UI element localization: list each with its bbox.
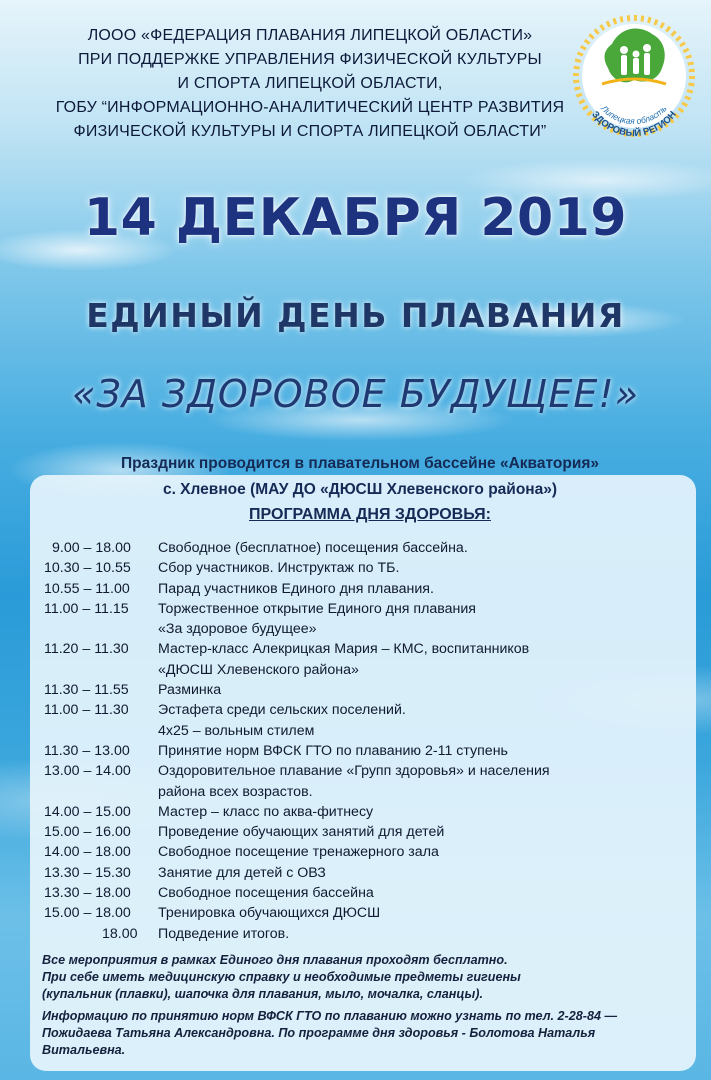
schedule-row (44, 822, 684, 842)
schedule-desc: Мастер-класс Алекрицкая Мария – КМС, воспитанников «ДЮСШ Хлевенского района» (158, 641, 530, 678)
organizers-header (30, 24, 590, 144)
schedule-row (44, 842, 684, 862)
schedule-desc: Тренировка обучающихся ДЮСШ (158, 905, 381, 922)
schedule-time: 9.00 – 18.00 (52, 540, 131, 556)
schedule-row (44, 639, 684, 680)
schedule-desc: Торжественное открытие Единого дня плавания «За здоровое будущее» (158, 600, 476, 638)
venue-line: с. Хлевное (МАУ ДО «ДЮСШ Хлевенского района») (162, 481, 558, 498)
event-title: ЕДИНЫЙ ДЕНЬ ПЛАВАНИЯ (86, 296, 625, 335)
schedule-desc: Разминка (158, 682, 222, 699)
schedule-row (44, 680, 684, 700)
schedule-row (44, 579, 684, 599)
schedule-row (44, 538, 684, 558)
schedule-time: 15.00 – 18.00 (44, 905, 131, 922)
schedule-row (44, 741, 684, 761)
schedule-time: 11.30 – 11.55 (44, 682, 129, 699)
free-entry-note: Все мероприятия в рамках Единого дня плавания проходят бесплатно. При себе иметь медицинскую справку и необходимые предметы гигиены (купальник (плавки), шапочка для плавания, мыло, мочалка, сланцы). (42, 953, 521, 1001)
program-schedule (44, 538, 684, 944)
schedule-desc: Подведение итогов. (158, 925, 290, 942)
venue-info (40, 451, 680, 503)
schedule-desc: Свободное (бесплатное) посещения бассейна. (158, 540, 468, 556)
schedule-row (44, 863, 684, 883)
schedule-desc: Эстафета среди сельских поселений. 4х25 – вольным стилем (158, 702, 406, 739)
healthy-region-logo (572, 14, 696, 138)
organizer-line: ФИЗИЧЕСКОЙ КУЛЬТУРЫ И СПОРТА ЛИПЕЦКОЙ ОБЛАСТИ” (73, 123, 547, 140)
schedule-desc: Занятие для детей с ОВЗ (158, 864, 326, 881)
schedule-time: 14.00 – 15.00 (44, 803, 131, 820)
schedule-time: 13.30 – 15.30 (44, 864, 131, 881)
schedule-desc: Парад участников Единого дня плавания. (158, 580, 434, 597)
venue-line: Праздник проводится в плавательном бассейне «Акватория» (120, 455, 600, 472)
schedule-desc: Свободное посещение тренажерного зала (158, 844, 439, 861)
schedule-desc: Принятие норм ВФСК ГТО по плаванию 2-11 ступень (158, 742, 508, 759)
logo-slogan-text: ЗДОРОВЫЙ РЕГИОН (589, 109, 679, 138)
schedule-time: 13.30 – 18.00 (44, 885, 131, 902)
schedule-row (44, 558, 684, 578)
schedule-desc: Свободное посещения бассейна (158, 885, 374, 902)
organizer-line: ПРИ ПОДДЕРЖКЕ УПРАВЛЕНИЯ ФИЗИЧЕСКОЙ КУЛЬТУРЫ (78, 51, 542, 68)
schedule-time: 11.20 – 11.30 (44, 641, 129, 658)
event-date: 14 ДЕКАБРЯ 2019 (83, 188, 628, 248)
schedule-time: 10.55 – 11.00 (44, 580, 130, 597)
schedule-row (44, 924, 684, 944)
schedule-time: 11.00 – 11.15 (44, 600, 129, 617)
schedule-desc: Проведение обучающих занятий для детей (158, 824, 445, 841)
organizer-line: ЛООО «ФЕДЕРАЦИЯ ПЛАВАНИЯ ЛИПЕЦКОЙ ОБЛАСТИ» (87, 27, 533, 44)
schedule-time: 15.00 – 16.00 (44, 824, 131, 841)
schedule-row (44, 903, 684, 923)
schedule-row (44, 700, 684, 741)
schedule-desc: Мастер – класс по аква-фитнесу (158, 803, 374, 820)
organizer-line: ГОБУ “ИНФОРМАЦИОННО-АНАЛИТИЧЕСКИЙ ЦЕНТР РАЗВИТИЯ (55, 99, 565, 116)
schedule-time: 18.00 (102, 925, 138, 942)
event-slogan: «ЗА ЗДОРОВОЕ БУДУЩЕЕ!» (71, 372, 640, 416)
schedule-time: 10.30 – 10.55 (44, 560, 131, 577)
schedule-time: 14.00 – 18.00 (44, 844, 131, 861)
logo-region-text: Липецкая область (599, 103, 669, 127)
organizer-line: И СПОРТА ЛИПЕЦКОЙ ОБЛАСТИ, (177, 75, 443, 92)
schedule-desc: Оздоровительное плавание «Групп здоровья» и населения района всех возрастов. (158, 763, 550, 800)
schedule-row (44, 883, 684, 903)
schedule-desc: Сбор участников. Инструктаж по ТБ. (158, 560, 400, 577)
schedule-row (44, 761, 684, 802)
schedule-row (44, 802, 684, 822)
schedule-time: 13.00 – 14.00 (44, 763, 131, 780)
schedule-row (44, 599, 684, 640)
schedule-time: 11.30 – 13.00 (44, 742, 130, 759)
contacts-note: Информацию по принятию норм ВФСК ГТО по плаванию можно узнать по тел. 2-28-84 — Пожидаева Татьяна Александровна. По программе дня здоровья - Болотова Наталья Витальевна. (42, 1009, 618, 1057)
schedule-time: 11.00 – 11.30 (44, 702, 129, 719)
program-title: ПРОГРАММА ДНЯ ЗДОРОВЬЯ: (249, 506, 491, 523)
